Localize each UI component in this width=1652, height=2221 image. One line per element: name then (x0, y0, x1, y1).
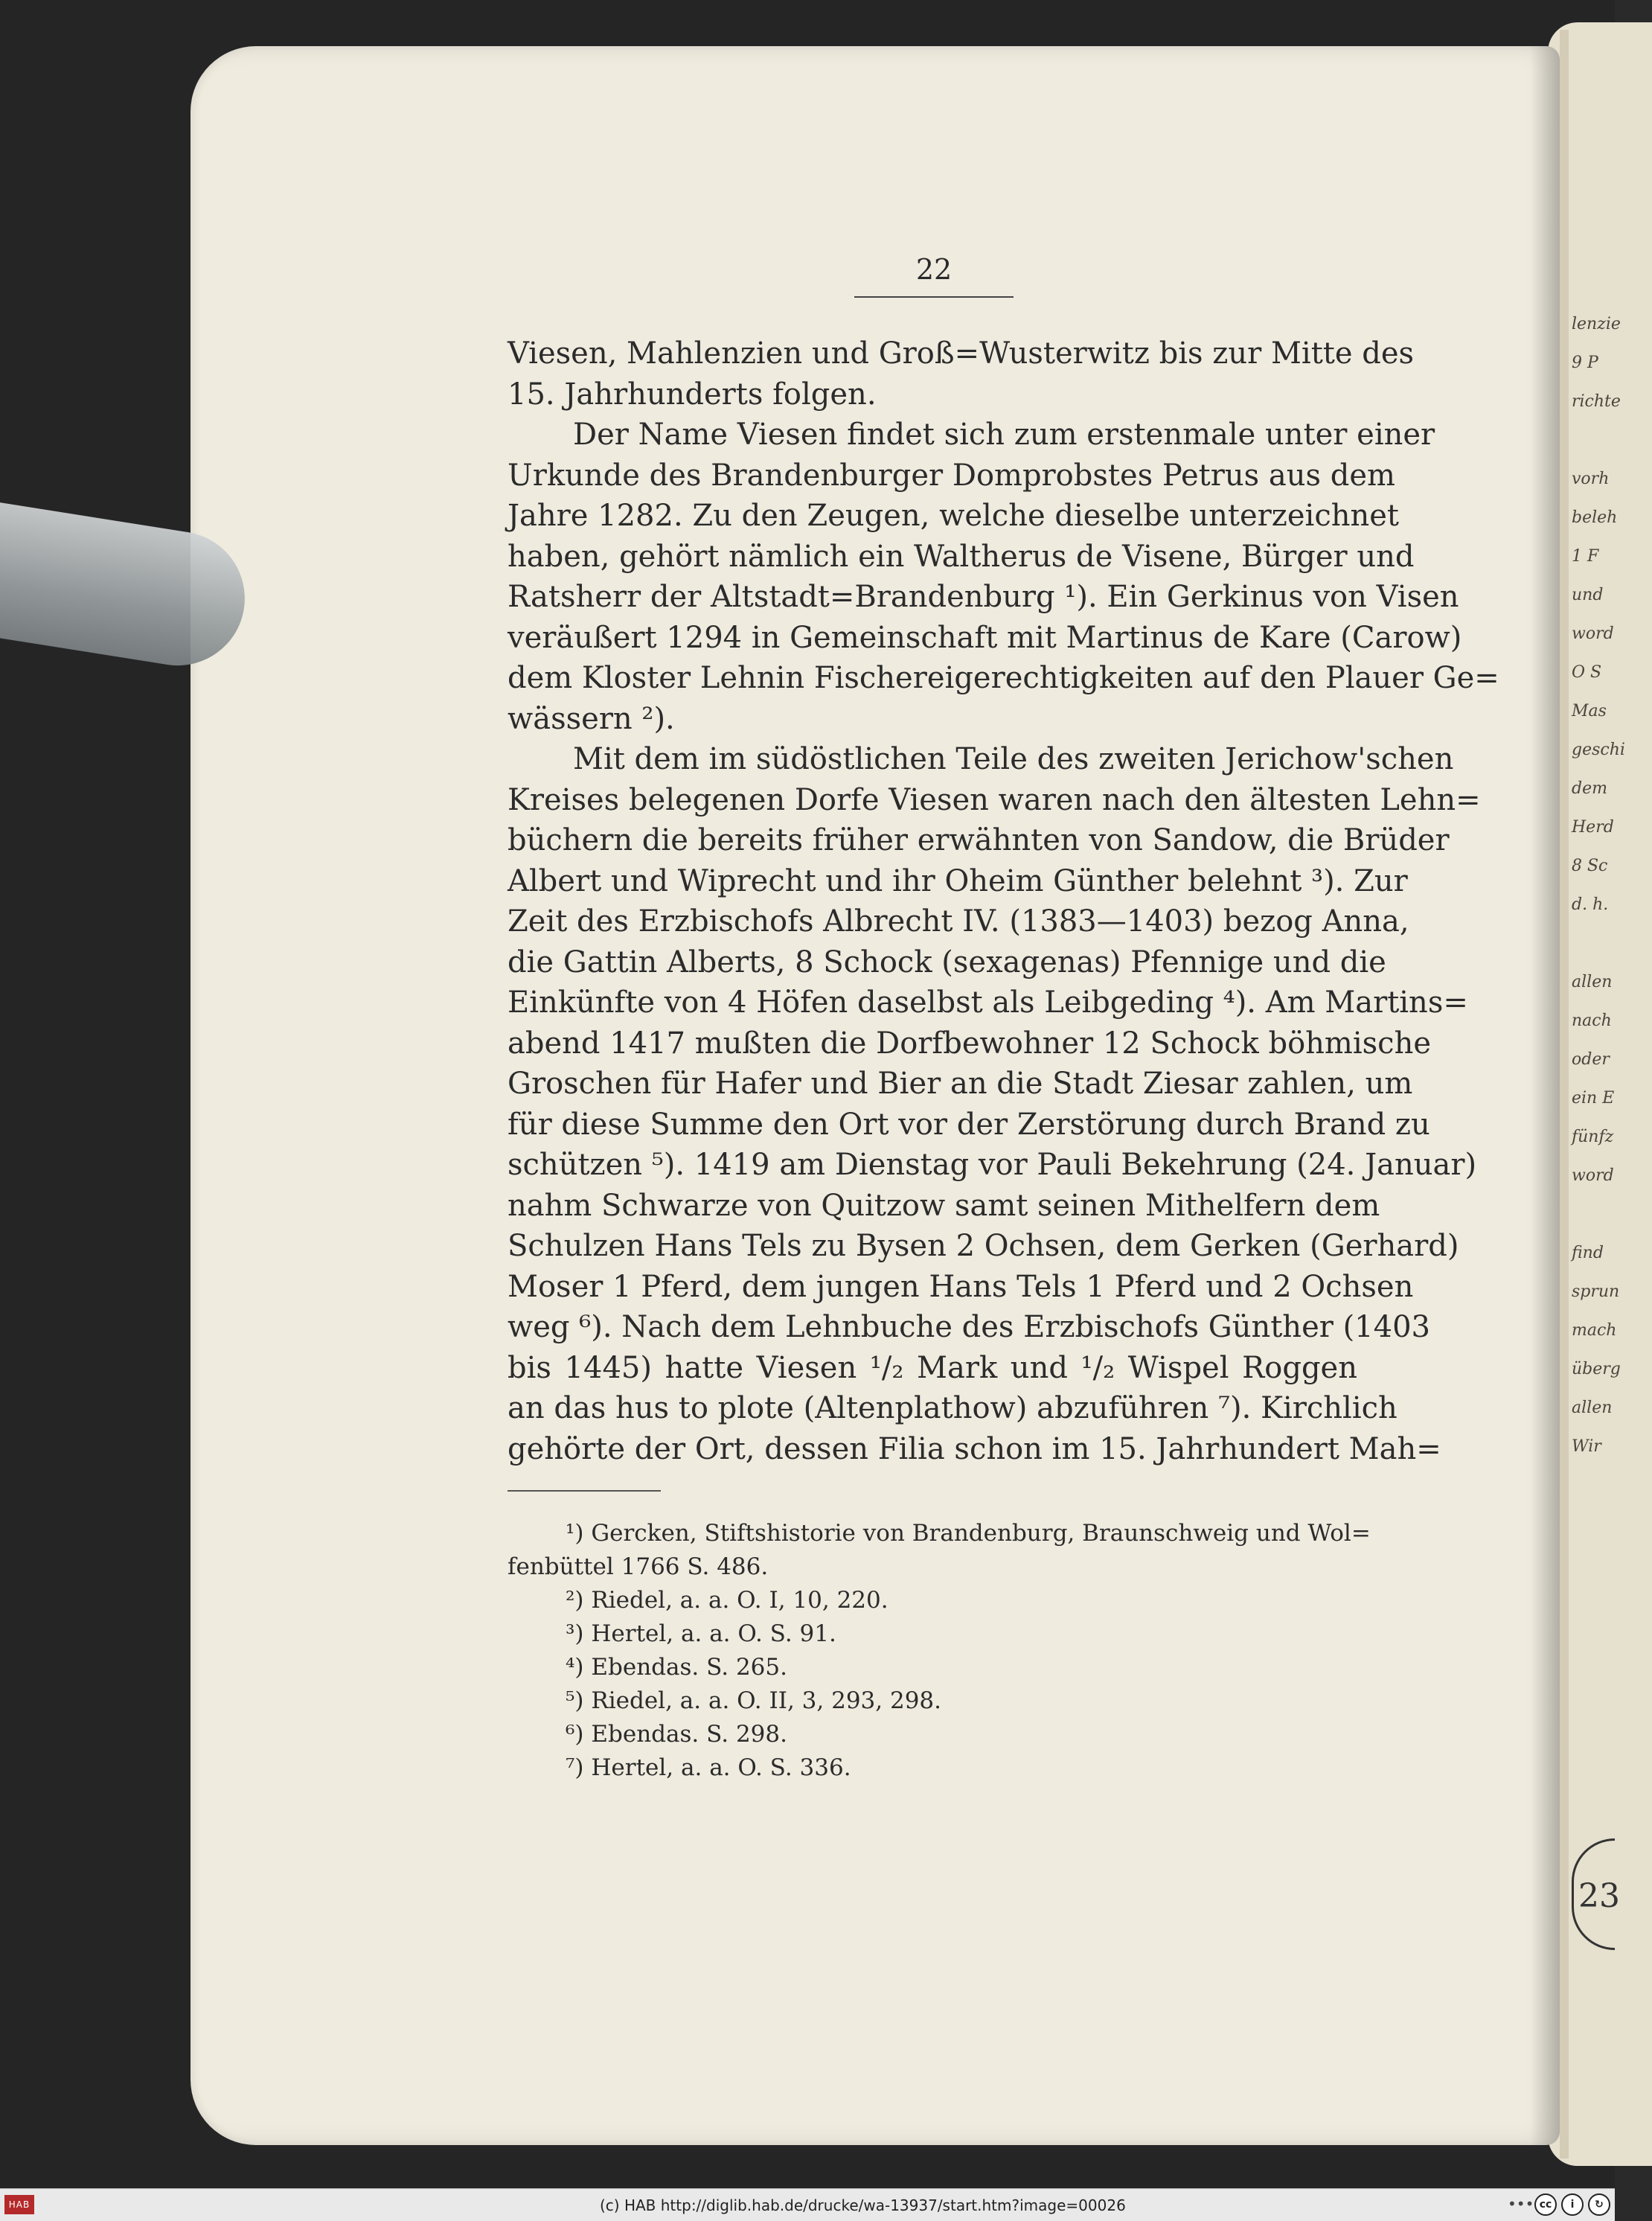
margin-fragment: Wir (1572, 1437, 1601, 1456)
text-line: Zeit des Erzbischofs Albrecht IV. (1383—1403) bezog Anna, (508, 904, 1409, 939)
margin-fragment: 9 P (1572, 354, 1598, 372)
text-line: dem Kloster Lehnin Fischereigerechtigkeiten auf den Plauer Ge= (508, 661, 1499, 695)
margin-fragment: find (1572, 1244, 1604, 1262)
margin-fragment: lenzie (1572, 315, 1621, 333)
margin-fragment: sprun (1572, 1282, 1620, 1301)
sa-icon[interactable]: ↻ (1588, 2193, 1610, 2216)
page-number-rule (854, 296, 1014, 298)
text-line: für diese Summe den Ort vor der Zerstörung durch Brand zu (508, 1107, 1430, 1142)
text-line: abend 1417 mußten die Dorfbewohner 12 Schock böhmische (508, 1026, 1431, 1061)
text-line: Der Name Viesen findet sich zum erstenmale unter einer (573, 418, 1435, 452)
margin-fragment: geschi (1572, 741, 1625, 759)
footnote: fenbüttel 1766 S. 486. (508, 1553, 769, 1580)
facing-page-edge (1560, 30, 1569, 2158)
margin-fragment: oder (1572, 1050, 1610, 1069)
margin-fragment: fünfz (1572, 1128, 1614, 1146)
text-line: haben, gehört nämlich ein Waltherus de Visene, Bürger und (508, 539, 1415, 574)
text-line: Viesen, Mahlenzien und Groß=Wusterwitz bis zur Mitte des (508, 336, 1415, 371)
text-line: wässern ²). (508, 701, 675, 736)
text-line: Groschen für Hafer und Bier an die Stadt Ziesar zahlen, um (508, 1067, 1413, 1101)
footnote: ⁴) Ebendas. S. 265. (566, 1654, 787, 1681)
body-text (508, 333, 1499, 1469)
text-line: weg ⁶). Nach dem Lehnbuche des Erzbischofs Günther (1403 (508, 1310, 1430, 1344)
text-line: Mit dem im südöstlichen Teile des zweiten Jerichow'schen (573, 742, 1454, 776)
text-line: 15. Jahrhunderts folgen. (508, 377, 877, 412)
text-line: bis 1445) hatte Viesen ¹/₂ Mark und ¹/₂ Wispel Roggen (508, 1350, 1357, 1385)
footnote: ⁶) Ebendas. S. 298. (566, 1721, 787, 1748)
footnote: ¹) Gercken, Stiftshistorie von Brandenburg, Braunschweig und Wol= (566, 1520, 1371, 1547)
more-options-icon[interactable]: ••• (1508, 2195, 1534, 2213)
margin-fragment: 1 F (1572, 547, 1599, 566)
text-line: Jahre 1282. Zu den Zeugen, welche dieselbe unterzeichnet (508, 499, 1400, 533)
margin-fragment (1572, 421, 1615, 460)
margin-fragment: ein E (1572, 1089, 1615, 1108)
margin-fragment: und (1572, 586, 1604, 604)
text-line: Kreises belegenen Dorfe Viesen waren nach den ältesten Lehn= (508, 782, 1481, 817)
footnote: ⁵) Riedel, a. a. O. II, 3, 293, 298. (566, 1687, 942, 1714)
text-line: veräußert 1294 in Gemeinschaft mit Martinus de Kare (Carow) (508, 620, 1462, 655)
margin-fragment: nach (1572, 1012, 1612, 1030)
facing-page-number: 23 (1572, 1838, 1615, 1950)
text-line: Albert und Wiprecht und ihr Oheim Günther belehnt ³). Zur (508, 863, 1408, 898)
margin-fragment: O S (1572, 663, 1602, 682)
viewer-footer (0, 2188, 1615, 2221)
margin-fragment: Mas (1572, 702, 1607, 720)
margin-fragment (1572, 1195, 1615, 1234)
margin-fragment: d. h. (1572, 895, 1609, 914)
by-icon[interactable]: i (1561, 2193, 1584, 2216)
margin-fragment: vorh (1572, 470, 1610, 488)
text-line: die Gattin Alberts, 8 Schock (sexagenas) Pfennige und die (508, 945, 1386, 980)
footnote-divider (508, 1490, 661, 1492)
margin-fragment: richte (1572, 392, 1621, 411)
margin-fragment: beleh (1572, 508, 1618, 527)
page-number: 22 (915, 253, 953, 286)
footnote: ²) Riedel, a. a. O. I, 10, 220. (566, 1587, 889, 1614)
footnote: ³) Hertel, a. a. O. S. 91. (566, 1620, 836, 1647)
text-line: Ratsherr der Altstadt=Brandenburg ¹). Ein Gerkinus von Visen (508, 580, 1459, 614)
margin-fragment: Herd (1572, 818, 1614, 837)
text-line: schützen ⁵). 1419 am Dienstag vor Pauli Bekehrung (24. Januar) (508, 1148, 1477, 1182)
page-gutter-shadow (1530, 46, 1560, 2145)
margin-fragment: allen (1572, 973, 1613, 991)
text-line: gehörte der Ort, dessen Filia schon im 15. Jahrhundert Mah= (508, 1431, 1441, 1466)
margin-fragment: dem (1572, 779, 1607, 798)
hab-logo[interactable]: HAB (4, 2195, 34, 2214)
text-line: nahm Schwarze von Quitzow samt seinen Mithelfern dem (508, 1188, 1380, 1223)
text-line: Urkunde des Brandenburger Domprobstes Petrus aus dem (508, 458, 1395, 493)
margin-fragment: überg (1572, 1360, 1621, 1378)
margin-fragment: word (1572, 624, 1614, 643)
margin-fragment: word (1572, 1166, 1614, 1185)
footnote: ⁷) Hertel, a. a. O. S. 336. (566, 1754, 851, 1781)
text-line: Schulzen Hans Tels zu Bysen 2 Ochsen, dem Gerken (Gerhard) (508, 1229, 1459, 1263)
facing-page-margin-text (1572, 305, 1625, 1466)
cc-icon[interactable]: cc (1534, 2193, 1557, 2216)
footer-credit-link[interactable]: (c) HAB http://diglib.hab.de/drucke/wa-13937/start.htm?image=00026 (600, 2196, 1126, 2214)
text-line: büchern die bereits früher erwähnten von Sandow, die Brüder (508, 823, 1450, 857)
margin-fragment: allen (1572, 1399, 1613, 1417)
footnotes (508, 1517, 1371, 1785)
text-line: Moser 1 Pferd, dem jungen Hans Tels 1 Pferd und 2 Ochsen (508, 1269, 1414, 1304)
margin-fragment: mach (1572, 1321, 1617, 1340)
text-line: Einkünfte von 4 Höfen daselbst als Leibgeding ⁴). Am Martins= (508, 985, 1468, 1020)
margin-fragment (1572, 924, 1615, 963)
margin-fragment: 8 Sc (1572, 857, 1608, 875)
text-line: an das hus to plote (Altenplathow) abzuführen ⁷). Kirchlich (508, 1391, 1398, 1425)
